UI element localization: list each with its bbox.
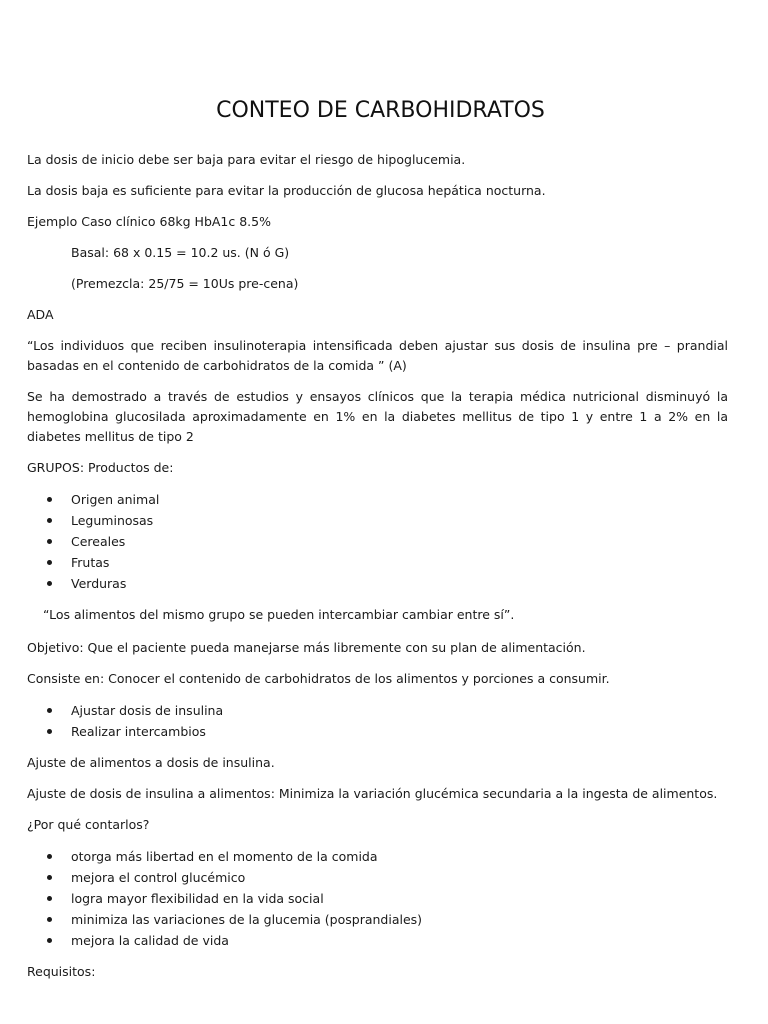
paragraph-requisitos: Requisitos: bbox=[27, 964, 96, 979]
paragraph-consiste: Consiste en: Conocer el contenido de carbohidratos de los alimentos y porciones a consumir. bbox=[27, 671, 610, 686]
list-item bbox=[27, 552, 728, 573]
paragraph-dosis-inicio: La dosis de inicio debe ser baja para evitar el riesgo de hipoglucemia. bbox=[27, 152, 466, 167]
bullet-icon bbox=[47, 708, 52, 713]
list-item bbox=[27, 846, 728, 867]
paragraph-porque: ¿Por qué contarlos? bbox=[27, 817, 150, 832]
paragraph-ada-quote: “Los individuos que reciben insulinoterapia intensificada deben ajustar sus dosis de insulina pre – prandial basadas en el contenido de carbohidratos de la comida ” (A) bbox=[27, 338, 728, 373]
list-item-label: minimiza las variaciones de la glucemia (posprandiales) bbox=[71, 912, 423, 927]
list-item-label: Leguminosas bbox=[71, 513, 154, 528]
paragraph-ajuste-alimentos: Ajuste de alimentos a dosis de insulina. bbox=[27, 755, 275, 770]
paragraph-objetivo: Objetivo: Que el paciente pueda manejarse más libremente con su plan de alimentación. bbox=[27, 640, 586, 655]
bullet-icon bbox=[47, 917, 52, 922]
paragraph-grupo-quote: “Los alimentos del mismo grupo se pueden intercambiar cambiar entre sí”. bbox=[43, 607, 515, 622]
list-item bbox=[27, 909, 728, 930]
paragraph-grupos-heading: GRUPOS: Productos de: bbox=[27, 460, 174, 475]
list-item-label: Cereales bbox=[71, 534, 126, 549]
list-item bbox=[27, 510, 728, 531]
list-item-label: mejora la calidad de vida bbox=[71, 933, 229, 948]
bullet-icon bbox=[47, 729, 52, 734]
paragraph-premezcla: (Premezcla: 25/75 = 10Us pre-cena) bbox=[71, 276, 299, 291]
bullet-icon bbox=[47, 854, 52, 859]
list-item bbox=[27, 489, 728, 510]
bullet-icon bbox=[47, 539, 52, 544]
porque-list bbox=[27, 846, 728, 951]
paragraph-caso-clinico: Ejemplo Caso clínico 68kg HbA1c 8.5% bbox=[27, 214, 271, 229]
list-item-label: Realizar intercambios bbox=[71, 724, 206, 739]
document-title: CONTEO DE CARBOHIDRATOS bbox=[216, 98, 545, 123]
list-item bbox=[27, 531, 728, 552]
paragraph-estudios: Se ha demostrado a través de estudios y ensayos clínicos que la terapia médica nutricional disminuyó la hemoglobina glucosilada aproximadamente en 1% en la diabetes mellitus de tipo 1 y entre 1 a 2% en la diabetes mellitus de tipo 2 bbox=[27, 389, 728, 444]
list-item-label: Origen animal bbox=[71, 492, 160, 507]
grupos-list bbox=[27, 489, 728, 594]
list-item-label: otorga más libertad en el momento de la comida bbox=[71, 849, 378, 864]
paragraph-ada: ADA bbox=[27, 307, 54, 322]
paragraph-ajuste-dosis: Ajuste de dosis de insulina a alimentos: Minimiza la variación glucémica secundaria a la ingesta de alimentos. bbox=[27, 786, 718, 801]
bullet-icon bbox=[47, 875, 52, 880]
bullet-icon bbox=[47, 497, 52, 502]
list-item bbox=[27, 700, 728, 721]
list-item bbox=[27, 867, 728, 888]
list-item-label: logra mayor flexibilidad en la vida social bbox=[71, 891, 324, 906]
list-item bbox=[27, 930, 728, 951]
list-item-label: Verduras bbox=[71, 576, 127, 591]
list-item bbox=[27, 721, 728, 742]
bullet-icon bbox=[47, 581, 52, 586]
bullet-icon bbox=[47, 938, 52, 943]
paragraph-dosis-baja: La dosis baja es suficiente para evitar la producción de glucosa hepática nocturna. bbox=[27, 183, 546, 198]
consiste-list bbox=[27, 700, 728, 742]
list-item-label: Ajustar dosis de insulina bbox=[71, 703, 224, 718]
bullet-icon bbox=[47, 896, 52, 901]
paragraph-basal: Basal: 68 x 0.15 = 10.2 us. (N ó G) bbox=[71, 245, 290, 260]
bullet-icon bbox=[47, 560, 52, 565]
list-item-label: Frutas bbox=[71, 555, 110, 570]
list-item bbox=[27, 573, 728, 594]
bullet-icon bbox=[47, 518, 52, 523]
list-item-label: mejora el control glucémico bbox=[71, 870, 246, 885]
list-item bbox=[27, 888, 728, 909]
